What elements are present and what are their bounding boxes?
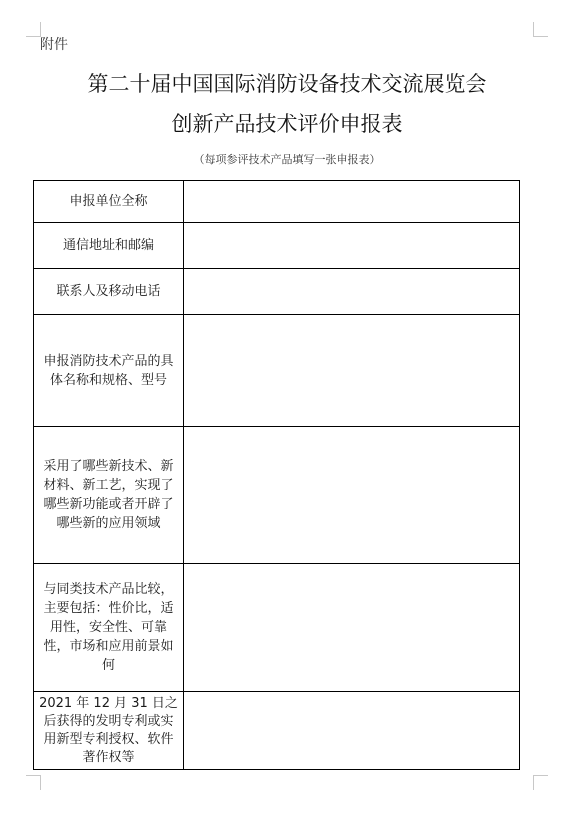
table-row — [34, 269, 520, 315]
application-form-table — [33, 180, 520, 770]
crop-mark-top-right — [533, 22, 548, 37]
page-subtitle: （每项参评技术产品填写一张申报表） — [193, 153, 381, 166]
row-value-contact[interactable] — [184, 269, 520, 315]
row-label-patents: 2021 年 12 月 31 日之后获得的发明专利或实用新型专利授权、软件著作权等 — [34, 692, 184, 770]
row-label-product-name: 申报消防技术产品的具体名称和规格、型号 — [34, 315, 184, 427]
row-value-comparison[interactable] — [184, 564, 520, 692]
row-value-applicant-name[interactable] — [184, 181, 520, 223]
row-value-product-name[interactable] — [184, 315, 520, 427]
row-value-address[interactable] — [184, 223, 520, 269]
row-label-comparison: 与同类技术产品比较，主要包括：性价比，适用性，安全性、可靠性，市场和应用前景如何 — [34, 564, 184, 692]
crop-mark-top-left — [26, 22, 41, 37]
crop-mark-bottom-right — [533, 775, 548, 790]
row-label-innovation: 采用了哪些新技术、新材料、新工艺，实现了哪些新功能或者开辟了哪些新的应用领域 — [34, 427, 184, 564]
row-label-contact: 联系人及移动电话 — [34, 269, 184, 315]
table-row — [34, 692, 520, 770]
table-row — [34, 181, 520, 223]
attachment-label: 附件 — [40, 37, 68, 53]
row-value-patents[interactable] — [184, 692, 520, 770]
table-row — [34, 427, 520, 564]
table-row — [34, 223, 520, 269]
page-title-line1: 第二十届中国国际消防设备技术交流展览会 — [87, 72, 487, 96]
row-value-innovation[interactable] — [184, 427, 520, 564]
page-title-line2: 创新产品技术评价申报表 — [171, 112, 403, 136]
row-label-address: 通信地址和邮编 — [34, 223, 184, 269]
table-row — [34, 315, 520, 427]
row-label-applicant-name: 申报单位全称 — [34, 181, 184, 223]
table-row — [34, 564, 520, 692]
crop-mark-bottom-left — [26, 775, 41, 790]
